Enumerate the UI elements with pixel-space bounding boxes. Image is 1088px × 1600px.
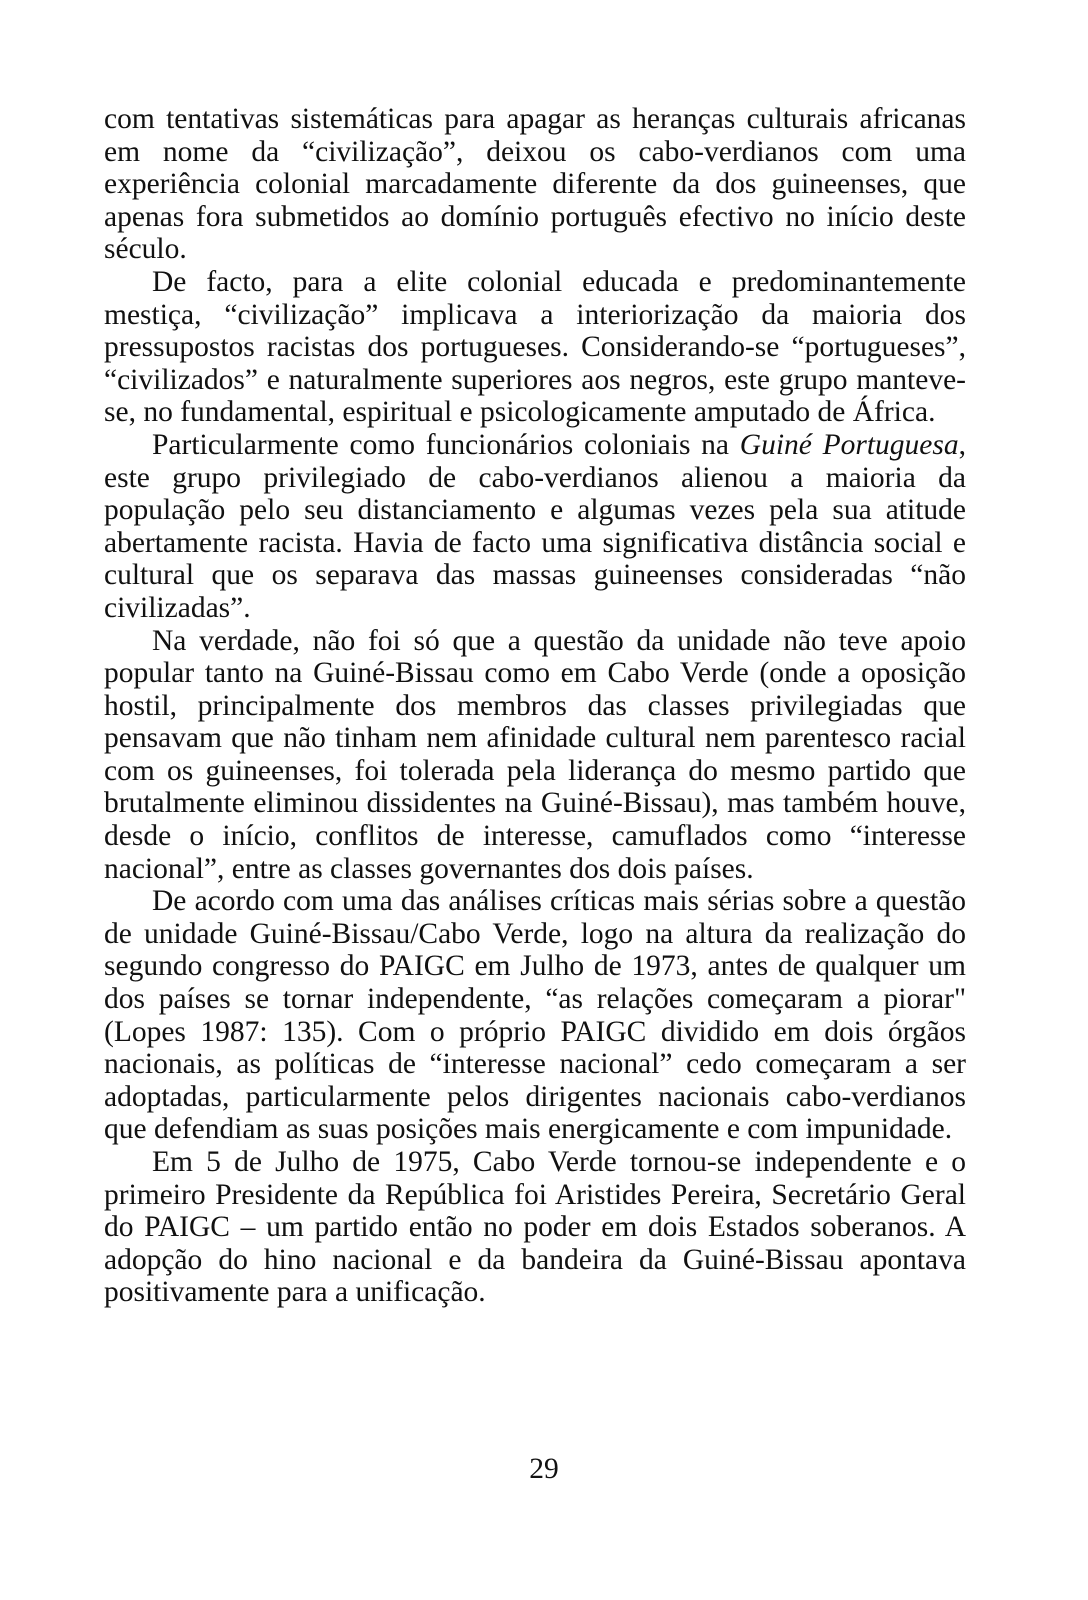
body-text — [104, 103, 966, 1309]
paragraph — [104, 429, 966, 625]
paragraph-text: dividido em dois órgãos nacionais, as políticas de “interesse nacional” cedo começaram a ser adoptadas, particularmente pelos dirigentes nacionais cabo-verdianos que defendiam as suas posições mais energicamente e com impunidade. — [104, 1015, 967, 1146]
paragraph-text: , este grupo privilegiado de cabo-verdianos alienou a maioria da população pelo seu distanciamento e algumas vezes pela sua atitude abertamente racista. Havia de facto uma significativa distância social e cultural que os separava das massas guineenses consideradas “não civilizadas”. — [104, 428, 966, 624]
paragraph: Em 5 de Julho de 1975, Cabo Verde tornou-se independente e o primeiro Presidente da República foi Aristides Pereira, Secretário Geral do PAIGC – um partido então no poder em dois Estados soberanos. A adopção do hino nacional e da bandeira da Guiné-Bissau apontava positivamente para a unificação. — [104, 1146, 966, 1309]
paragraph: com tentativas sistemáticas para apagar as heranças culturais africanas em nome da “civilização”, deixou os cabo-verdianos com uma experiência colonial marcadamente diferente da dos guineenses, que apenas fora submetidos ao domínio português efectivo no início deste século. — [104, 103, 966, 266]
acronym: PAIGC — [378, 950, 465, 983]
paragraph-text: em Julho de 1973, antes de qualquer um dos países se tornar independente, “as relações começaram a piorar" (Lopes 1987: 135). Com o próprio — [104, 950, 966, 1048]
paragraph — [104, 885, 966, 1146]
page-number: 29 — [529, 1453, 559, 1485]
paragraph: Na verdade, não foi só que a questão da unidade não teve apoio popular tanto na Guiné-Bissau como em Cabo Verde (onde a oposição hostil, principalmente dos membros das classes privilegiadas que pensavam que não tinham nem afinidade cultural nem parentesco racial com os guineenses, foi tolerada pela liderança do mesmo partido que brutalmente eliminou dissidentes na Guiné-Bissau), mas também houve, desde o início, conflitos de interesse, camuflados como “interesse nacional”, entre as classes governantes dos dois países. — [104, 624, 966, 885]
paragraph-text: De acordo com uma das análises críticas mais sérias sobre a questão de unidade Guiné-Bissau/Cabo Verde, logo na altura da realização do segundo congresso do — [104, 885, 966, 983]
paragraph: De facto, para a elite colonial educada e predominantemente mestiça, “civilização” implicava a interiorização da maioria dos pressupostos racistas dos portugueses. Considerando-se “portugueses”, “civilizados” e naturalmente superiores aos negros, este grupo manteve-se, no fundamental, espiritual e psicologicamente amputado de África. — [104, 265, 966, 429]
italic-place-name: Guiné Portuguesa — [739, 428, 959, 461]
acronym: PAIGC — [560, 1015, 647, 1048]
paragraph-text: Particularmente como funcionários coloniais na — [152, 428, 740, 461]
